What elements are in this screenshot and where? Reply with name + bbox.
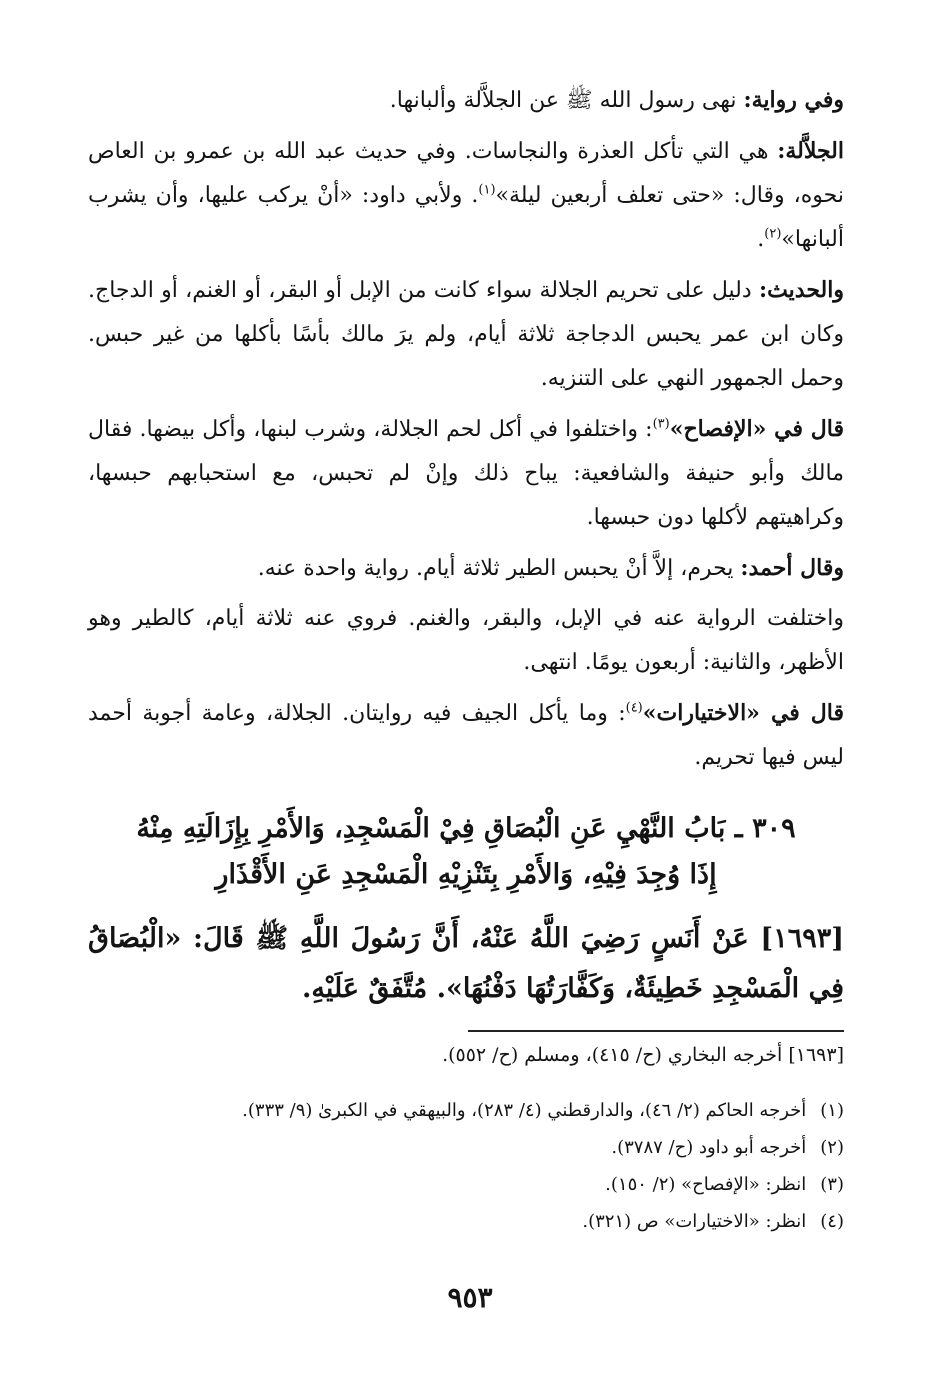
footnote-ref-4: (٤) (625, 700, 643, 716)
footnotes (88, 1092, 844, 1240)
paragraph-lead: وفي رواية: (743, 87, 844, 113)
page-body (88, 78, 844, 1240)
footnote-number: (١) (820, 1100, 844, 1121)
footnote-number: (٣) (820, 1174, 844, 1195)
paragraph-text: نهى رسول الله ﷺ عن الجلاَّلة وألبانها. (389, 88, 744, 113)
paragraph-ifsah (88, 407, 844, 540)
footnote-divider (468, 1030, 844, 1032)
footnote-ref-2: (٢) (764, 226, 782, 242)
footnote-item (88, 1166, 844, 1203)
paragraph-text: : واختلفوا في أكل لحم الجلالة، وشرب لبنها، وأكل بيضها. فقال مالك وأبو حنيفة والشافعية: يباح ذلك وإنْ لم تحبس، مع استحبابهم حبسها، وكراهيتهم لأكلها دون حبسها. (88, 417, 844, 530)
paragraph-text: يحرم، إلاَّ أنْ يحبس الطير ثلاثة أيام. رواية واحدة عنه. (257, 556, 741, 581)
footnote-text: أخرجه الحاكم (٢/ ٤٦)، والدارقطني (٤/ ٢٨٣)، والبيهقي في الكبرىٰ (٩/ ٣٣٣). (242, 1100, 807, 1121)
paragraph-lead: قال في «الإفصاح» (669, 416, 844, 442)
chapter-heading (88, 806, 844, 898)
paragraph-lead: وقال أحمد: (740, 555, 844, 581)
takhrij-note: [١٦٩٣] أخرجه البخاري (ح/ ٤١٥)، ومسلم (ح/ ٥٥٢). (442, 1044, 844, 1066)
paragraph-ikhtiyarat (88, 691, 844, 780)
paragraph-ahmad (88, 546, 844, 591)
page-number: ٩٥٣ (447, 1281, 493, 1314)
footnote-number: (٤) (820, 1211, 844, 1232)
paragraph-text: دليل على تحريم الجلالة سواء كانت من الإبل أو البقر، أو الغنم، أو الدجاج. وكان ابن عمر يحبس الدجاجة ثلاثة أيام، ولم يرَ مالك بأسًا بأكلها من غير حبس. وحمل الجمهور النهي على التنزيه. (88, 278, 844, 391)
footnote-ref-3: (٣) (652, 416, 670, 432)
footnote-ref-1: (١) (478, 182, 496, 198)
paragraph-text: واختلفت الرواية عنه في الإبل، والبقر، والغنم. فروي عنه ثلاثة أيام، كالطير وهو الأظهر، والثانية: أربعون يومًا. انتهى. (88, 606, 844, 675)
paragraph-hadith-explanation (88, 268, 844, 401)
chapter-heading-line: إِذَا وُجِدَ فِيْهِ، وَالأَمْرِ بِتَنْزِيْهِ الْمَسْجِدِ عَنِ الأَقْذَارِ (215, 859, 717, 890)
paragraph-lead: والحديث: (758, 277, 844, 303)
footnote-text: انظر: «الإفصاح» (٢/ ١٥٠). (605, 1174, 807, 1195)
paragraph-text: . (757, 227, 765, 252)
footnote-text: انظر: «الاختيارات» ص (٣٢١). (582, 1211, 807, 1232)
hadith-text: [١٦٩٣] عَنْ أَنَسٍ رَضِيَ اللَّهُ عَنْهُ، أَنَّ رَسُولَ اللَّهِ ﷺ قَالَ: «الْبُصَاقُ فِي الْمَسْجِدِ خَطِيئَةٌ، وَكَفَّارَتُهَا دَفْنُهَا». مُتَّفَقٌ عَلَيْهِ. (88, 923, 844, 1004)
footnote-item (88, 1092, 844, 1129)
paragraph-text: : وما يأكل الجيف فيه روايتان. الجلالة، وعامة أجوبة أحمد ليس فيها تحريم. (88, 701, 844, 770)
paragraph-lead: الجلاَّلة: (777, 138, 844, 164)
footnote-text: أخرجه أبو داود (ح/ ٣٧٨٧). (611, 1137, 807, 1158)
paragraph-jallala (88, 129, 844, 262)
paragraph-text: . ولأبي داود: «أنْ يركب عليها، وأن يشرب ألبانها» (88, 183, 844, 252)
paragraph-lead: قال في «الاختيارات» (642, 700, 844, 726)
paragraph-riwaya (88, 78, 844, 123)
paragraph-text: هي التي تأكل العذرة والنجاسات. وفي حديث عبد الله بن عمرو بن العاص نحوه، وقال: «حتى تعلف أربعين ليلة» (88, 139, 844, 208)
footnote-number: (٢) (820, 1137, 844, 1158)
chapter-heading-line: ٣٠٩ ـ بَابُ النَّهْيِ عَنِ الْبُصَاقِ فِيْ الْمَسْجِدِ، وَالأَمْرِ بِإِزَالَتِهِ مِنْهُ (136, 813, 796, 844)
footnote-item (88, 1129, 844, 1166)
paragraph-riwaya-ikhtilaf (88, 597, 844, 685)
footnote-item (88, 1203, 844, 1240)
